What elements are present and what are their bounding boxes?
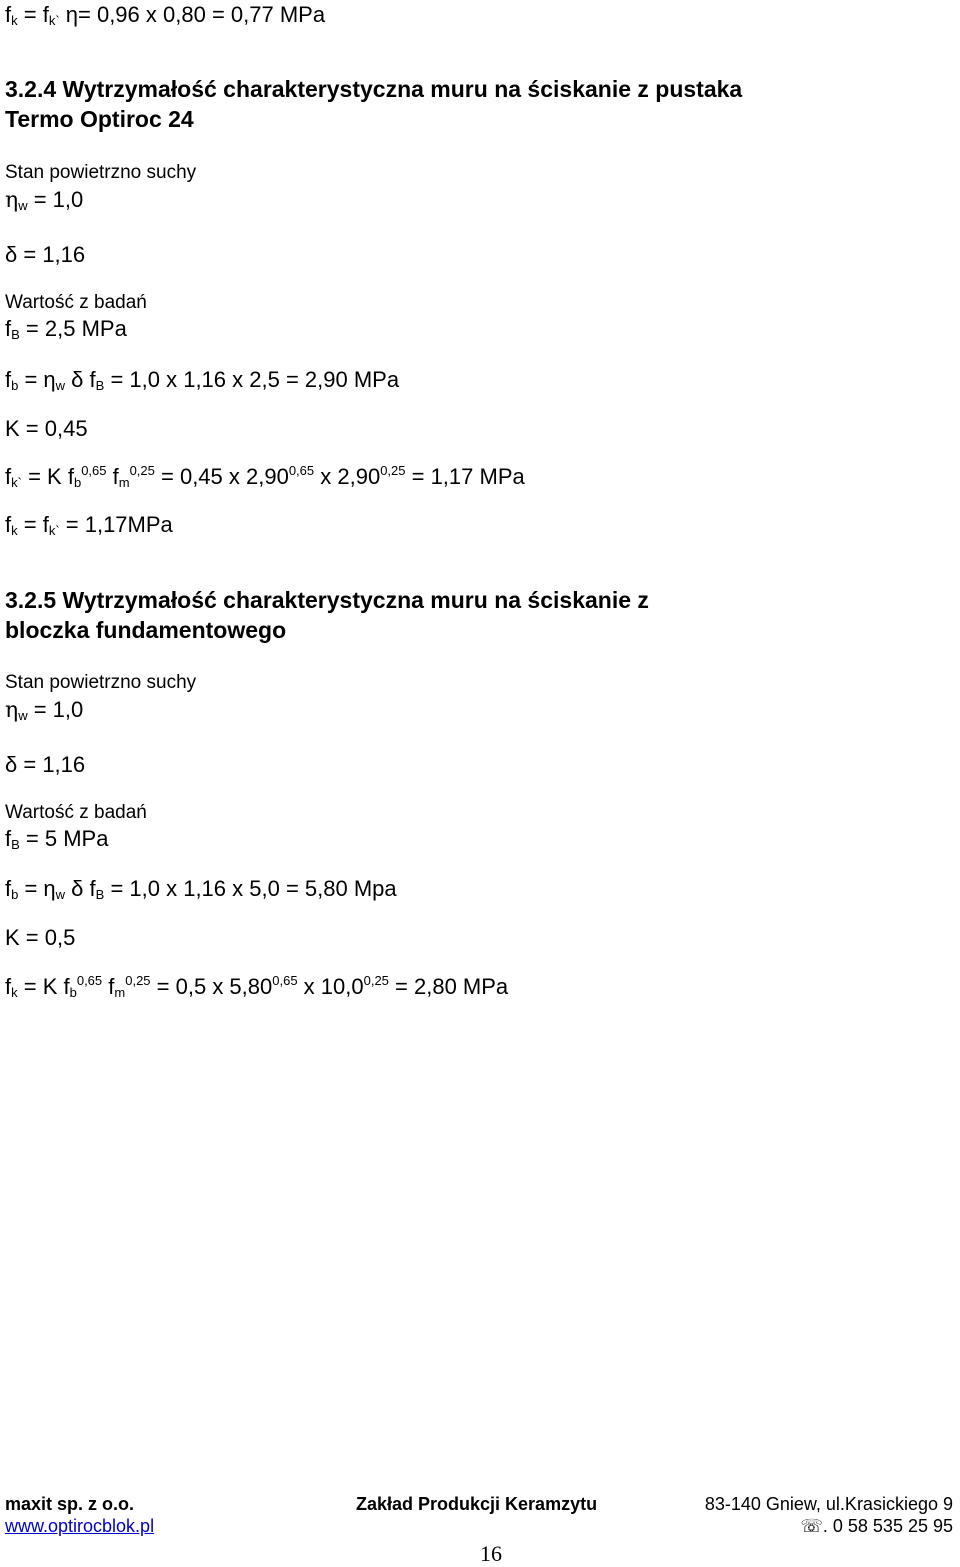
formula-fb: $f_b = \eta_w$ δ $f_B = 1,0$ x 1,16 x 5,0 = 5,80 Mpa [5, 876, 397, 902]
formula-eta-w: $\eta_w = 1,0$ [5, 187, 84, 213]
formula-K: K = 0,5 [5, 925, 76, 950]
test-value-label: Wartość z badań [5, 292, 147, 313]
formula-fB: $f_B = 2,5$ MPa [5, 316, 127, 342]
formula-fk-prime: $f_{k`} = K$ $f_b^{0,65}$ $f_m^{0,25} = 0,45$ x 2,90$^{0,65}$ x $2,90^{0,25} = 1,17$ MPa [5, 463, 525, 490]
formula-fb: $f_b = \eta_w$ δ $f_B = 1,0$ x 1,16 x 2,5 = 2,90 MPa [5, 367, 400, 393]
formula-fk-eta: $f_k = f_{k`}$ η= 0,96 x 0,80 = 0,77 MPa [5, 2, 326, 28]
footer-phone: ☏. 0 58 535 25 95 [800, 1516, 953, 1536]
formula-eta-w: $\eta_w = 1,0$ [5, 697, 84, 723]
formula-delta: δ = 1,16 [5, 752, 86, 777]
footer-plant: Zakład Produkcji Keramzytu [356, 1494, 598, 1514]
formula-fk: $f_k = K$ $f_b^{0,65}$ $f_m^{0,25} = 0,5$ x 5,80$^{0,65}$ x $10,0^{0,25} = 2,80$ MPa [5, 973, 509, 1000]
condition-text: Stan powietrzno suchy [5, 672, 197, 693]
footer-address: 83-140 Gniew, ul.Krasickiego 9 [704, 1494, 953, 1514]
footer-website-link[interactable]: www.optirocblok.pl [5, 1516, 155, 1536]
section-heading-3-2-5: 3.2.5 Wytrzymałość charakterystyczna muru na ściskanie z bloczka fundamentowego [5, 587, 649, 643]
section-heading-3-2-4: 3.2.4 Wytrzymałość charakterystyczna muru na ściskanie z pustaka Termo Optiroc 24 [5, 76, 743, 132]
formula-fk: $f_k = f_{k`} = 1,17MPa$ [5, 512, 173, 538]
footer-company: maxit sp. z o.o. [5, 1494, 135, 1514]
page-number: 16 [480, 1541, 502, 1566]
formula-fB: $f_B = 5$ MPa [5, 826, 109, 852]
formula-K: K = 0,45 [5, 416, 88, 441]
condition-text: Stan powietrzno suchy [5, 162, 197, 183]
test-value-label: Wartość z badań [5, 802, 147, 823]
formula-delta: δ = 1,16 [5, 242, 86, 267]
